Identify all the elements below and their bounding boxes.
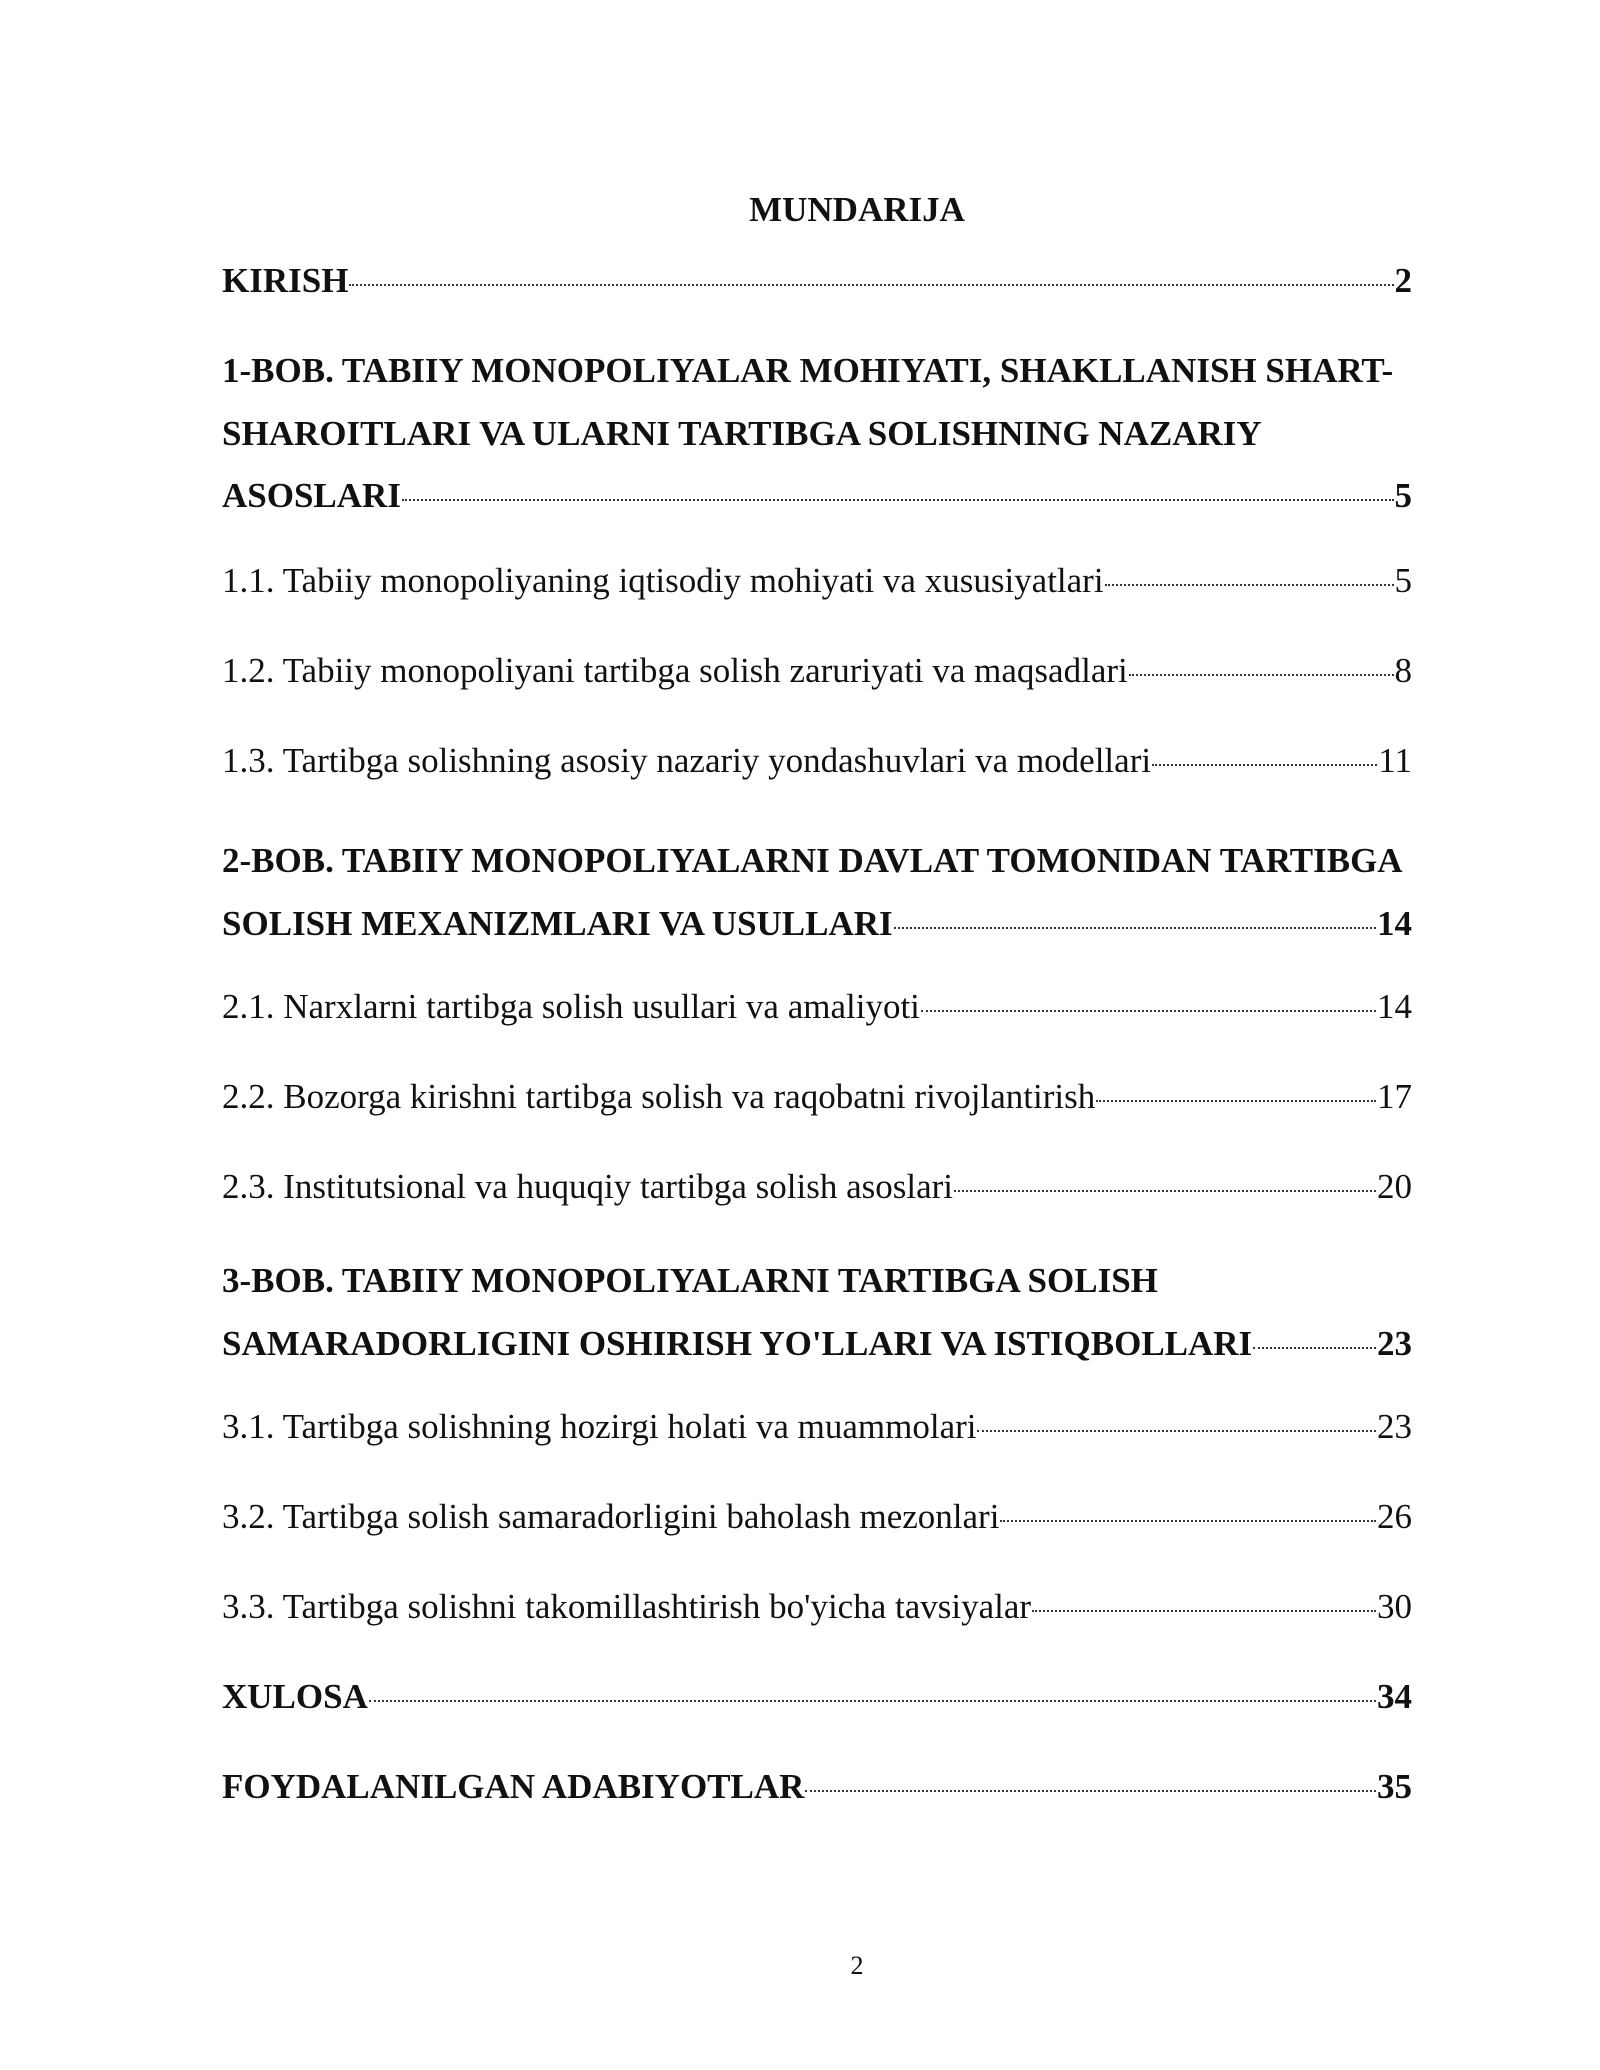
toc-entry-line: [222, 1396, 1412, 1459]
toc-entry[interactable]: [222, 1486, 1412, 1549]
toc-dot-leader: [1253, 1347, 1376, 1349]
toc-dot-leader: [954, 1190, 1376, 1192]
toc-entry-label: SAMARADORLIGINI OSHIRISH YO'LLARI VA ISTIQBOLLARI: [222, 1323, 1253, 1363]
toc-entry[interactable]: [222, 1396, 1412, 1459]
toc-dot-leader: [921, 1010, 1376, 1012]
toc-dot-leader: [1129, 674, 1394, 676]
toc-entry-line: [222, 1156, 1412, 1219]
toc-entry-line: [222, 893, 1412, 956]
toc-entry-label: 2.3. Institutsional va huquqiy tartibga solish asoslari: [222, 1167, 954, 1206]
toc-entry-label: XULOSA: [222, 1677, 368, 1716]
toc-entry-label: 1.3. Tartibga solishning asosiy nazariy yondashuvlari va modellari: [222, 741, 1152, 780]
toc-entry-page-number: 8: [1394, 651, 1412, 690]
toc-entry-line: [222, 1486, 1412, 1549]
toc-dot-leader: [1000, 1520, 1376, 1522]
toc-entry-page-number: 34: [1377, 1677, 1412, 1716]
toc-dot-leader: [402, 499, 1394, 501]
toc-entry-page-number: 26: [1377, 1497, 1412, 1536]
toc-entry[interactable]: [222, 976, 1412, 1039]
toc-entry-page-number: 14: [1377, 987, 1412, 1026]
toc-entry-line: [222, 1313, 1412, 1376]
toc-dot-leader: [1096, 1100, 1376, 1102]
toc-entry-label: FOYDALANILGAN ADABIYOTLAR: [222, 1767, 805, 1806]
page-number: 2: [850, 1951, 864, 1980]
toc-entry-line: [222, 250, 1412, 313]
toc-entry-page-number: 30: [1377, 1587, 1412, 1626]
toc-dot-leader: [1032, 1610, 1376, 1612]
toc-entry-page-number: 5: [1394, 561, 1412, 600]
toc-entry-label: 3.3. Tartibga solishni takomillashtirish bo'yicha tavsiyalar: [222, 1587, 1032, 1626]
toc-entry[interactable]: [222, 1576, 1412, 1639]
toc-entry-label: 3.2. Tartibga solish samaradorligini baholash mezonlari: [222, 1497, 1000, 1536]
toc-dot-leader: [369, 1700, 1376, 1702]
toc-entry-page-number: 17: [1377, 1077, 1412, 1116]
toc-entry[interactable]: [222, 730, 1412, 793]
toc-entry[interactable]: [222, 1156, 1412, 1219]
toc-entry-page-number: 2: [1394, 261, 1412, 300]
toc-entry-label: 2.1. Narxlarni tartibga solish usullari va amaliyoti: [222, 987, 920, 1026]
toc-entry[interactable]: [222, 550, 1412, 613]
toc-entry[interactable]: [222, 340, 1412, 528]
toc-entry-heading-line: 2-BOB. TABIIY MONOPOLIYALARNI DAVLAT TOMONIDAN TARTIBGA: [222, 841, 1403, 880]
toc-entry-label: ASOSLARI: [222, 476, 401, 515]
toc-entry-page-number: 14: [1377, 903, 1412, 943]
toc-dot-leader: [894, 927, 1376, 929]
toc-entry-line: [222, 1666, 1412, 1729]
toc-entry[interactable]: [222, 830, 1412, 955]
toc-entry-line: [222, 1576, 1412, 1639]
toc-entry-line: [222, 550, 1412, 613]
toc-entry-line: [222, 1756, 1412, 1819]
toc-entry-label: 3.1. Tartibga solishning hozirgi holati va muammolari: [222, 1407, 977, 1446]
toc-entry-label: 1.2. Tabiiy monopoliyani tartibga solish zaruriyati va maqsadlari: [222, 651, 1128, 690]
toc-entry-label: SOLISH MEXANIZMLARI VA USULLARI: [222, 903, 893, 943]
toc-entry[interactable]: [222, 1066, 1412, 1129]
toc-entry-line: [222, 1066, 1412, 1129]
toc-entry-label: KIRISH: [222, 261, 349, 300]
toc-dot-leader: [349, 284, 1393, 286]
toc-entry-page-number: 11: [1378, 741, 1412, 780]
toc-entry-page-number: 35: [1377, 1767, 1412, 1806]
toc-entry-line: [222, 976, 1412, 1039]
toc-entry-page-number: 5: [1394, 476, 1412, 515]
toc-entry-label: 2.2. Bozorga kirishni tartibga solish va raqobatni rivojlantirish: [222, 1077, 1096, 1116]
toc-entry[interactable]: [222, 1756, 1412, 1819]
toc-dot-leader: [1105, 584, 1394, 586]
toc-entry-line: [222, 730, 1412, 793]
toc-entry[interactable]: [222, 1666, 1412, 1729]
toc-entry[interactable]: [222, 640, 1412, 703]
toc-entry-line: [222, 465, 1412, 528]
page-title: MUNDARIJA: [749, 190, 965, 229]
toc-dot-leader: [977, 1430, 1376, 1432]
toc-entry-heading-line: 1-BOB. TABIIY MONOPOLIYALAR MOHIYATI, SHAKLLANISH SHART-: [222, 351, 1394, 390]
toc-entry-label: 1.1. Tabiiy monopoliyaning iqtisodiy mohiyati va xususiyatlari: [222, 561, 1104, 600]
toc-dot-leader: [1152, 764, 1377, 766]
toc-entry-heading-line: 3-BOB. TABIIY MONOPOLIYALARNI TARTIBGA SOLISH: [222, 1261, 1158, 1300]
toc-entry[interactable]: [222, 1250, 1412, 1375]
toc-entry-line: [222, 640, 1412, 703]
toc-entry-page-number: 20: [1377, 1167, 1412, 1206]
toc-dot-leader: [805, 1790, 1376, 1792]
toc-entry-page-number: 23: [1377, 1323, 1412, 1363]
toc-entry-heading-line: SHAROITLARI VA ULARNI TARTIBGA SOLISHNING NAZARIY: [222, 413, 1262, 453]
toc-entry[interactable]: [222, 250, 1412, 313]
toc-entry-page-number: 23: [1377, 1407, 1412, 1446]
